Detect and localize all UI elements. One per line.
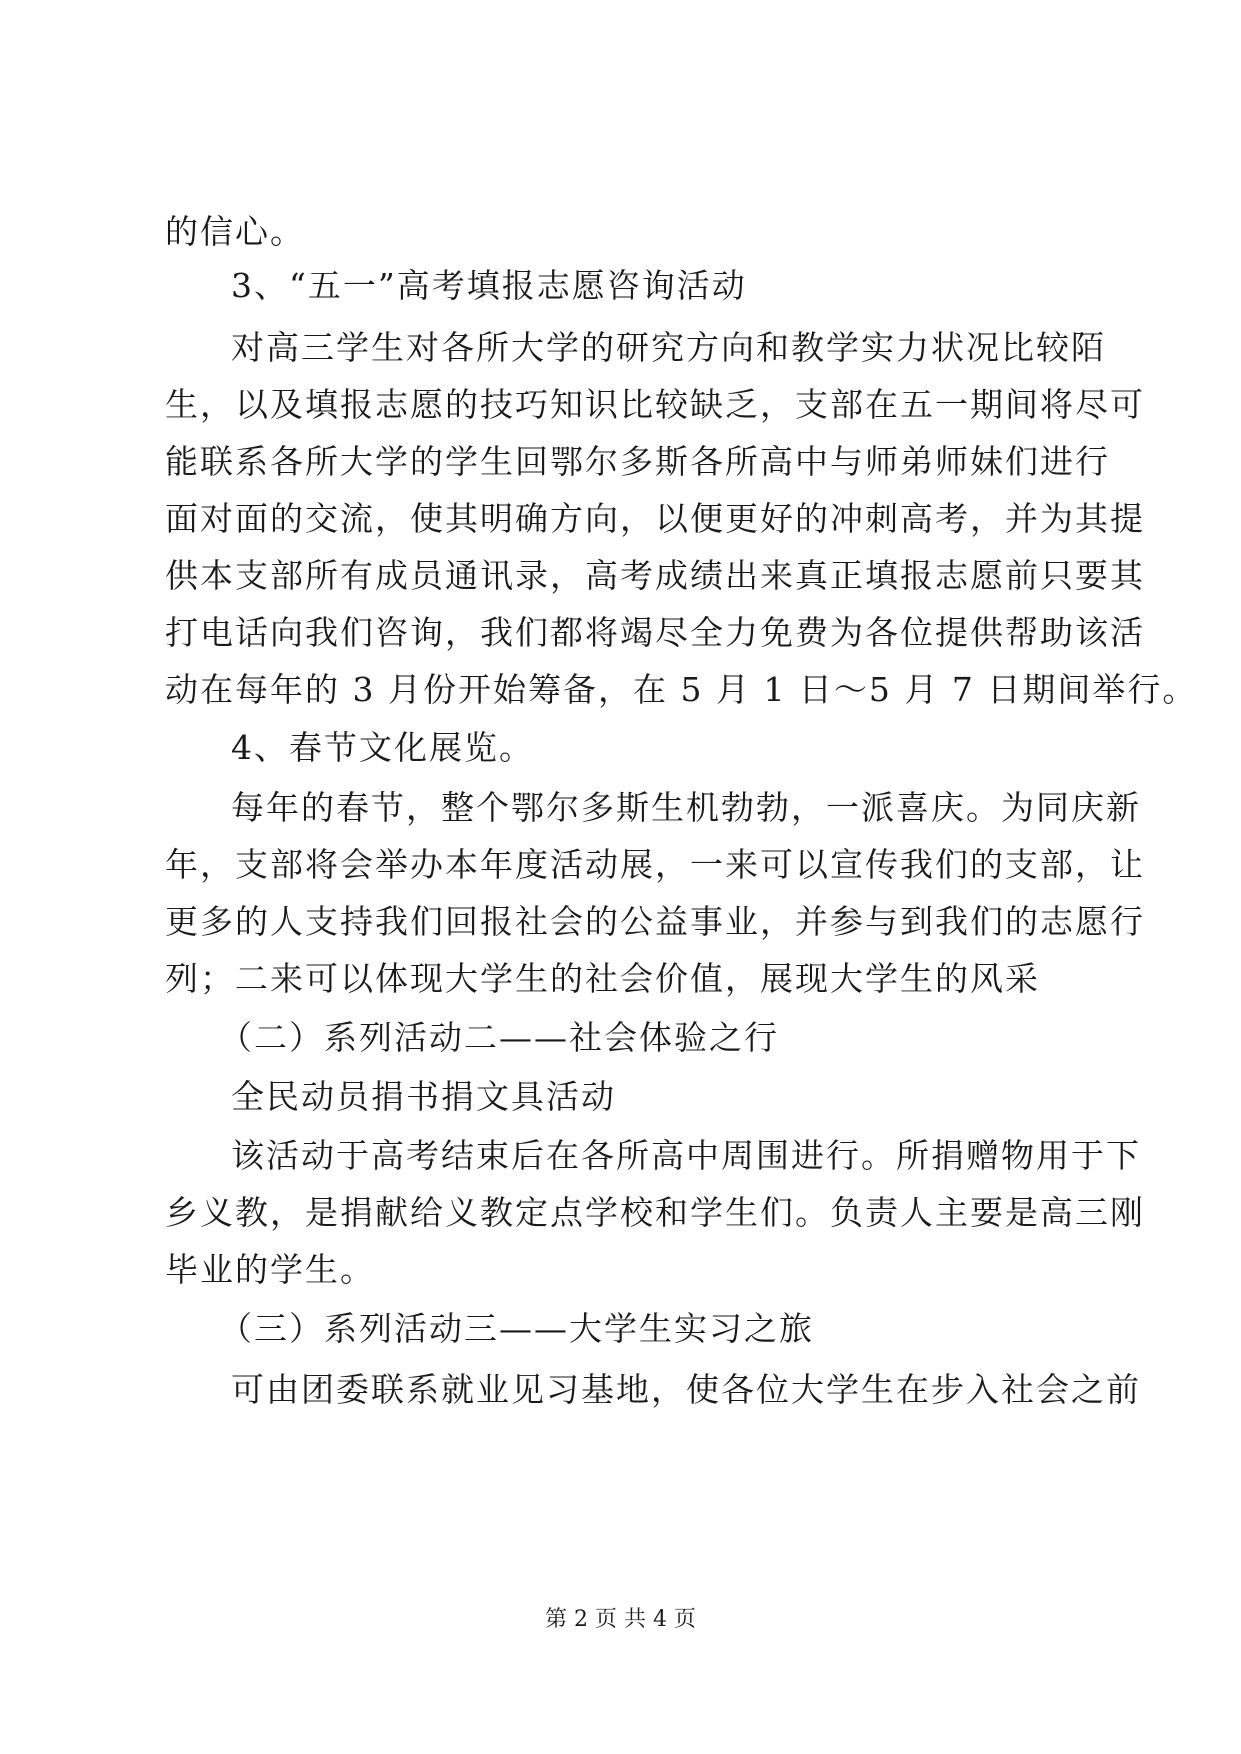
text-line: 每年的春节，整个鄂尔多斯生机勃勃，一派喜庆。为同庆新 <box>231 788 1141 827</box>
text-line: 生，以及填报志愿的技巧知识比较缺乏，支部在五一期间将尽可 <box>165 385 1145 424</box>
text-line: 对高三学生对各所大学的研究方向和教学实力状况比较陌 <box>231 328 1106 367</box>
text-line: 更多的人支持我们回报社会的公益事业，并参与到我们的志愿行 <box>165 902 1145 941</box>
section-heading: 4、春节文化展览。 <box>231 728 534 767</box>
section-heading: 3、“五一”高考填报志愿咨询活动 <box>231 266 747 305</box>
text-line: 乡义教，是捐献给义教定点学校和学生们。负责人主要是高三刚 <box>165 1193 1145 1232</box>
text-line: 毕业的学生。 <box>165 1250 375 1289</box>
text-line: 能联系各所大学的学生回鄂尔多斯各所高中与师弟师妹们进行 <box>165 442 1110 481</box>
text-line: 动在每年的 3 月份开始筹备，在 5 月 1 日～5 月 7 日期间举行。 <box>165 670 1198 709</box>
text-line: 供本支部所有成员通讯录，高考成绩出来真正填报志愿前只要其 <box>165 556 1145 595</box>
text-line: 该活动于高考结束后在各所高中周围进行。所捐赠物用于下 <box>231 1136 1141 1175</box>
text-line: 可由团委联系就业见习基地，使各位大学生在步入社会之前 <box>231 1370 1141 1409</box>
text-line: 列；二来可以体现大学生的社会价值，展现大学生的风采 <box>165 959 1040 998</box>
page-number-footer: 第 2 页 共 4 页 <box>545 1607 696 1632</box>
text-line: 面对面的交流，使其明确方向，以便更好的冲刺高考，并为其提 <box>165 499 1145 538</box>
section-heading: （二）系列活动二——社会体验之行 <box>219 1018 779 1057</box>
text-line: 全民动员捐书捐文具活动 <box>231 1077 616 1116</box>
text-line: 年，支部将会举办本年度活动展，一来可以宣传我们的支部，让 <box>165 845 1145 884</box>
section-heading: （三）系列活动三——大学生实习之旅 <box>219 1309 814 1348</box>
text-line: 打电话向我们咨询，我们都将竭尽全力免费为各位提供帮助该活 <box>165 613 1145 652</box>
text-line: 的信心。 <box>165 212 305 251</box>
